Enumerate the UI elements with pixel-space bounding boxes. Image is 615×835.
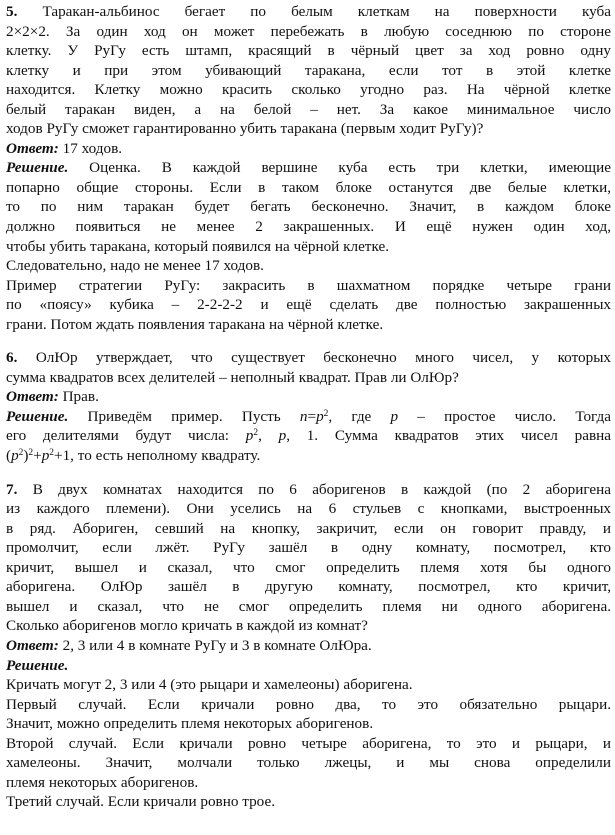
answer-line xyxy=(6,387,611,407)
problem-statement-line: Сколько аборигенов могло кричать в каждой из комнат? xyxy=(6,617,368,635)
answer-label: Ответ: xyxy=(6,636,59,654)
solution-label: Решение. xyxy=(6,656,69,674)
problem-5 xyxy=(6,2,611,334)
problem-statement-line: аборигена. ОлЮр зашёл в другую комнату, посмотрел, кто кричит, xyxy=(6,578,611,596)
answer-line xyxy=(6,139,611,159)
solution-line: грани. Потом ждать появления таракана на чёрной клетке. xyxy=(6,315,384,333)
problem-statement-line: 5. Таракан-альбинос бегает по белым клеткам на поверхности куба xyxy=(6,3,611,20)
solution-line: Второй случай. Если кричали ровно четыре аборигена, то это и рыцари, и xyxy=(6,734,611,752)
problem-statement-line: 7. В двух комнатах находится по 6 аборигенов в каждой (по 2 аборигена xyxy=(6,480,611,498)
solution-line: Следовательно, надо не менее 17 ходов. xyxy=(6,257,264,275)
problem-statement-line: клетку. У РуГу есть штамп, красящий в чёрный цвет за ход ровно одну xyxy=(6,42,611,60)
solution-line: племя некоторых аборигенов. xyxy=(6,773,199,791)
answer-line xyxy=(6,636,611,656)
problem-statement-line: 6. ОлЮр утверждает, что существует бесконечно много чисел, у которых xyxy=(6,349,611,367)
solution-line: Решение. Оценка. В каждой вершине куба есть три клетки, имеющие xyxy=(6,159,611,177)
solution-line: должно появиться не менее 2 закрашенных. И ещё нужен один ход, xyxy=(6,218,611,236)
solution-line: по «поясу» кубика – 2-2-2-2 и ещё сделать две полностью закрашенных xyxy=(6,296,611,314)
problem-number: 7. xyxy=(6,480,18,498)
problem-statement-line: 2×2×2. За один ход он может перебежать в любую соседнюю по стороне xyxy=(6,22,611,40)
solution-line: $(p^2)^2+p^2+1$, то есть неполному квадрату. xyxy=(6,447,261,465)
answer-text: Прав. xyxy=(62,388,99,406)
solution-line: Кричать могут 2, 3 или 4 (это рыцари и хамелеоны) аборигена. xyxy=(6,676,413,694)
problem-statement-line: кричит, вышел и сказал, что смог определить племя хотя бы одного xyxy=(6,558,611,576)
problem-statement-line: промолчит, если лжёт. РуГу зашёл в одну комнату, посмотрел, кто xyxy=(6,539,611,557)
problem-statement-line: из каждого племени). Они уселись на 6 стульев с кнопками, выстроенных xyxy=(6,500,611,518)
solution-line: Третий случай. Если кричали ровно трое. xyxy=(6,793,275,811)
problem-statement-line: в ряд. Абориген, севший на кнопку, закричит, если он говорит правду, и xyxy=(6,519,611,537)
answer-text: 17 ходов. xyxy=(62,139,123,157)
solution-heading xyxy=(6,656,611,676)
solution-line: его делителями будут числа: $p^2$, p, 1. Сумма квадратов этих чисел равна xyxy=(6,427,611,445)
solution-line: Первый случай. Если кричали ровно два, то это обязательно рыцари. xyxy=(6,695,611,713)
problem-6 xyxy=(6,348,611,465)
problem-statement-line: вышел и сказал, что не смог определить племя ни одного аборигена. xyxy=(6,597,611,615)
solution-label: Решение. xyxy=(6,407,69,425)
problem-number: 6. xyxy=(6,349,18,367)
problem-7 xyxy=(6,480,611,812)
solution-line: хамелеоны. Значит, молчали только лжецы, и мы снова определили xyxy=(6,754,611,772)
problem-statement-line: ходов РуГу сможет гарантированно убить таракана (первым ходит РуГу)? xyxy=(6,120,484,138)
problem-number: 5. xyxy=(6,3,18,20)
solution-label: Решение. xyxy=(6,159,69,177)
answer-label: Ответ: xyxy=(6,139,59,157)
problem-statement-line: находится. Клетку можно красить сколько угодно раз. На чёрной клетке xyxy=(6,81,611,99)
problem-statement-line: сумма квадратов всех делителей – неполный квадрат. Прав ли ОлЮр? xyxy=(6,368,459,386)
solution-line: Решение. Приведём пример. Пусть $n=p^2$, где p – простое число. Тогда xyxy=(6,407,611,425)
answer-label: Ответ: xyxy=(6,388,59,406)
solution-line: Значит, можно определить племя некоторых аборигенов. xyxy=(6,715,374,733)
problem-statement-line: клетку и при этом убивающий таракана, если тот в этой клетке xyxy=(6,61,611,79)
answer-text: 2, 3 или 4 в комнате РуГу и 3 в комнате ОлЮра. xyxy=(62,636,372,654)
solution-line: чтобы убить таракана, который появился на чёрной клетке. xyxy=(6,237,389,255)
solution-line: попарно общие стороны. Если в таком блоке останутся две белые клетки, xyxy=(6,178,611,196)
solution-line: Пример стратегии РуГу: закрасить в шахматном порядке четыре грани xyxy=(6,276,611,294)
solution-line: то по ним таракан будет бегать бесконечно. Значит, в каждом блоке xyxy=(6,198,611,216)
problem-statement-line: белый таракан виден, а на белой – нет. За какое минимальное число xyxy=(6,100,611,118)
